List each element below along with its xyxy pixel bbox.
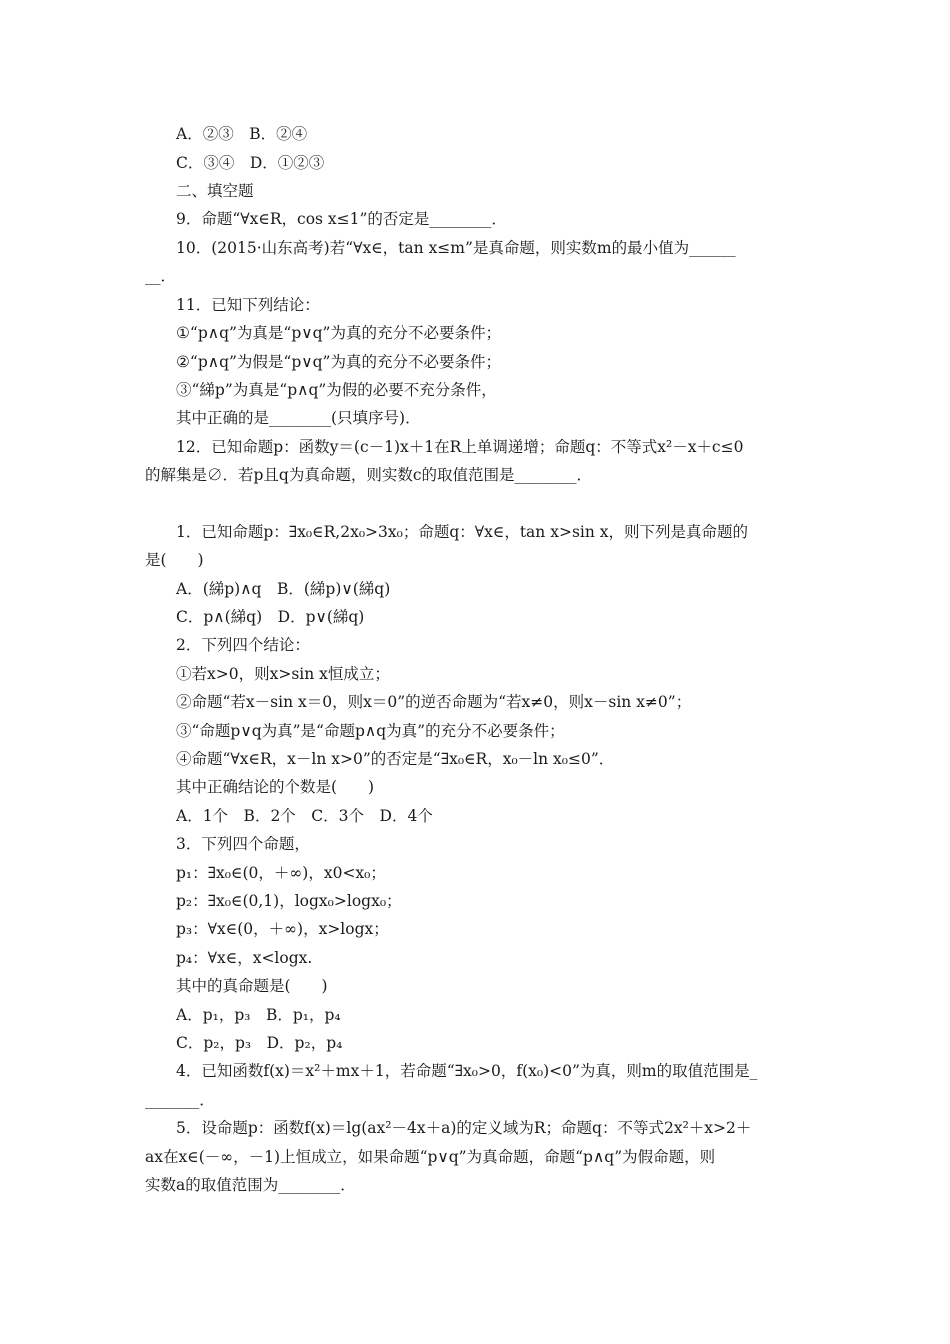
text-line: ③“命题p∨q为真”是“命题p∧q为真”的充分不必要条件； (176, 722, 565, 740)
text-line: 1．已知命题p：∃x₀∈R,2x₀>3x₀；命题q：∀x∈，tan x>sin x，则下列是真命题的 (176, 523, 749, 541)
text-line: 12．已知命题p：函数y＝(c－1)x＋1在R上单调递增；命题q：不等式x²－x＋c≤0 (176, 438, 744, 456)
text-line: C．p∧(綈q) D．p∨(綈q) (176, 608, 365, 626)
text-line: p₂：∃x₀∈(0,1)，logx₀>logx₀； (176, 892, 402, 910)
text-line: 二、填空题 (176, 182, 254, 200)
text-line: 3．下列四个命题， (176, 835, 310, 853)
text-line: 9．命题“∀x∈R，cos x≤1”的否定是________． (176, 210, 507, 228)
text-line: 11．已知下列结论： (176, 296, 320, 314)
text-line: p₄：∀x∈，x<logx. (176, 949, 313, 967)
text-line: 实数a的取值范围为________． (145, 1176, 356, 1194)
text-line: 4．已知函数f(x)＝x²＋mx＋1，若命题“∃x₀>0，f(x₀)<0”为真，则m的取值范围是_ (176, 1062, 758, 1080)
text-line: ④命题“∀x∈R，x－ln x>0”的否定是“∃x₀∈R，x₀－ln x₀≤0”． (176, 750, 615, 768)
text-line: A．p₁，p₃ B．p₁，p₄ (176, 1006, 341, 1024)
text-line: ①若x>0，则x>sin x恒成立； (176, 665, 390, 683)
text-line: p₃：∀x∈(0，＋∞)，x>logx； (176, 920, 389, 938)
text-line: 其中正确的是________(只填序号)． (176, 409, 421, 427)
text-line: ③“綈p”为真是“p∧q”为假的必要不充分条件， (176, 381, 497, 399)
text-line: 是( ) (145, 551, 204, 569)
text-line: 其中正确结论的个数是( ) (176, 778, 375, 796)
text-line: C．③④ D．①②③ (176, 154, 325, 172)
text-line: ①“p∧q”为真是“p∨q”为真的充分不必要条件； (176, 324, 501, 342)
text-line: 10．(2015·山东高考)若“∀x∈，tan x≤m”是真命题，则实数m的最小值为______ (176, 239, 736, 257)
text-line: __． (145, 267, 177, 285)
text-line: A．1个 B．2个 C．3个 D．4个 (176, 807, 433, 825)
text-line: 其中的真命题是( ) (176, 977, 328, 995)
text-line: p₁：∃x₀∈(0，＋∞)，x0<x₀； (176, 864, 386, 882)
text-line: A．(綈p)∧q B．(綈p)∨(綈q) (176, 580, 391, 598)
text-line: C．p₂，p₃ D．p₂，p₄ (176, 1034, 343, 1052)
text-line: A．②③ B．②④ (176, 125, 308, 143)
text-line: 5．设命题p：函数f(x)＝lg(ax²－4x＋a)的定义域为R；命题q：不等式2x²＋x>2＋ (176, 1119, 752, 1137)
text-line: ②“p∧q”为假是“p∨q”为真的充分不必要条件； (176, 353, 501, 371)
text-line: _______． (145, 1091, 215, 1109)
text-line: 2．下列四个结论： (176, 636, 310, 654)
text-line: 的解集是∅．若p且q为真命题，则实数c的取值范围是________． (145, 466, 593, 484)
text-line: ②命题“若x－sin x＝0，则x＝0”的逆否命题为“若x≠0，则x－sin x≠0”； (176, 693, 692, 711)
text-line: ax在x∈(－∞，－1)上恒成立，如果命题“p∨q”为真命题，命题“p∧q”为假命题，则 (145, 1148, 716, 1166)
